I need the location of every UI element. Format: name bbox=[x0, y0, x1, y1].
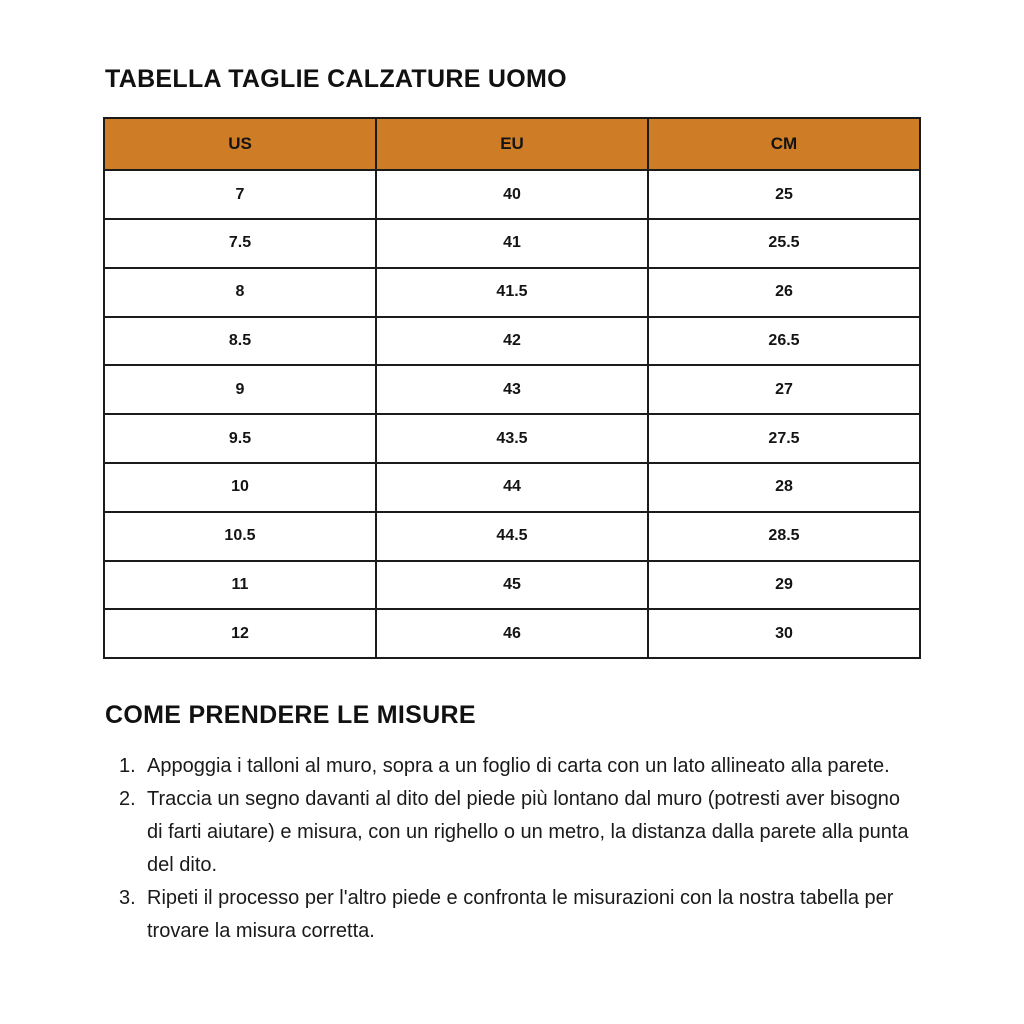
instructions-list bbox=[103, 750, 921, 948]
table-cell: 28 bbox=[648, 463, 920, 512]
table-cell: 12 bbox=[104, 609, 376, 658]
page-title: TABELLA TAGLIE CALZATURE UOMO bbox=[105, 65, 567, 93]
table-row bbox=[104, 170, 920, 219]
column-header-eu: EU bbox=[376, 118, 648, 170]
instruction-text: Appoggia i talloni al muro, sopra a un foglio di carta con un lato allineato alla parete. bbox=[147, 755, 890, 778]
table-cell: 43.5 bbox=[376, 414, 648, 463]
table-cell: 25.5 bbox=[648, 219, 920, 268]
table-row bbox=[104, 609, 920, 658]
instruction-number: 3. bbox=[119, 887, 136, 910]
table-cell: 9 bbox=[104, 365, 376, 414]
header-row bbox=[104, 118, 920, 170]
table-cell: 44 bbox=[376, 463, 648, 512]
table-cell: 25 bbox=[648, 170, 920, 219]
table-cell: 26.5 bbox=[648, 317, 920, 366]
table-row bbox=[104, 219, 920, 268]
table-cell: 9.5 bbox=[104, 414, 376, 463]
instruction-item bbox=[119, 750, 921, 783]
table-row bbox=[104, 463, 920, 512]
table-cell: 41 bbox=[376, 219, 648, 268]
table-row bbox=[104, 512, 920, 561]
table-cell: 46 bbox=[376, 609, 648, 658]
table-cell: 26 bbox=[648, 268, 920, 317]
table-cell: 28.5 bbox=[648, 512, 920, 561]
instruction-item bbox=[119, 882, 921, 948]
table-cell: 42 bbox=[376, 317, 648, 366]
table-cell: 7.5 bbox=[104, 219, 376, 268]
instruction-number: 2. bbox=[119, 788, 136, 811]
table-cell: 45 bbox=[376, 561, 648, 610]
table-cell: 29 bbox=[648, 561, 920, 610]
table-cell: 10.5 bbox=[104, 512, 376, 561]
table-row bbox=[104, 365, 920, 414]
table-cell: 43 bbox=[376, 365, 648, 414]
column-header-cm: CM bbox=[648, 118, 920, 170]
table-cell: 27.5 bbox=[648, 414, 920, 463]
table-cell: 44.5 bbox=[376, 512, 648, 561]
size-conversion-table bbox=[103, 117, 921, 659]
table-cell: 7 bbox=[104, 170, 376, 219]
table-row bbox=[104, 414, 920, 463]
table-row bbox=[104, 317, 920, 366]
instruction-item bbox=[119, 783, 921, 882]
table-row bbox=[104, 268, 920, 317]
table-cell: 27 bbox=[648, 365, 920, 414]
table-cell: 11 bbox=[104, 561, 376, 610]
instruction-number: 1. bbox=[119, 755, 136, 778]
table-row bbox=[104, 561, 920, 610]
table-cell: 30 bbox=[648, 609, 920, 658]
section-title: COME PRENDERE LE MISURE bbox=[105, 701, 476, 730]
table-cell: 40 bbox=[376, 170, 648, 219]
column-header-us: US bbox=[104, 118, 376, 170]
table-cell: 41.5 bbox=[376, 268, 648, 317]
size-table-header bbox=[104, 118, 920, 170]
size-table-body bbox=[104, 170, 920, 658]
table-cell: 10 bbox=[104, 463, 376, 512]
table-cell: 8 bbox=[104, 268, 376, 317]
instruction-text: Ripeti il processo per l'altro piede e confronta le misurazioni con la nostra tabella per trovare la misura corretta. bbox=[147, 887, 894, 943]
table-cell: 8.5 bbox=[104, 317, 376, 366]
instruction-text: Traccia un segno davanti al dito del piede più lontano dal muro (potresti aver bisogno di farti aiutare) e misura, con un righello o un metro, la distanza dalla parete alla punta del dito. bbox=[147, 788, 909, 877]
